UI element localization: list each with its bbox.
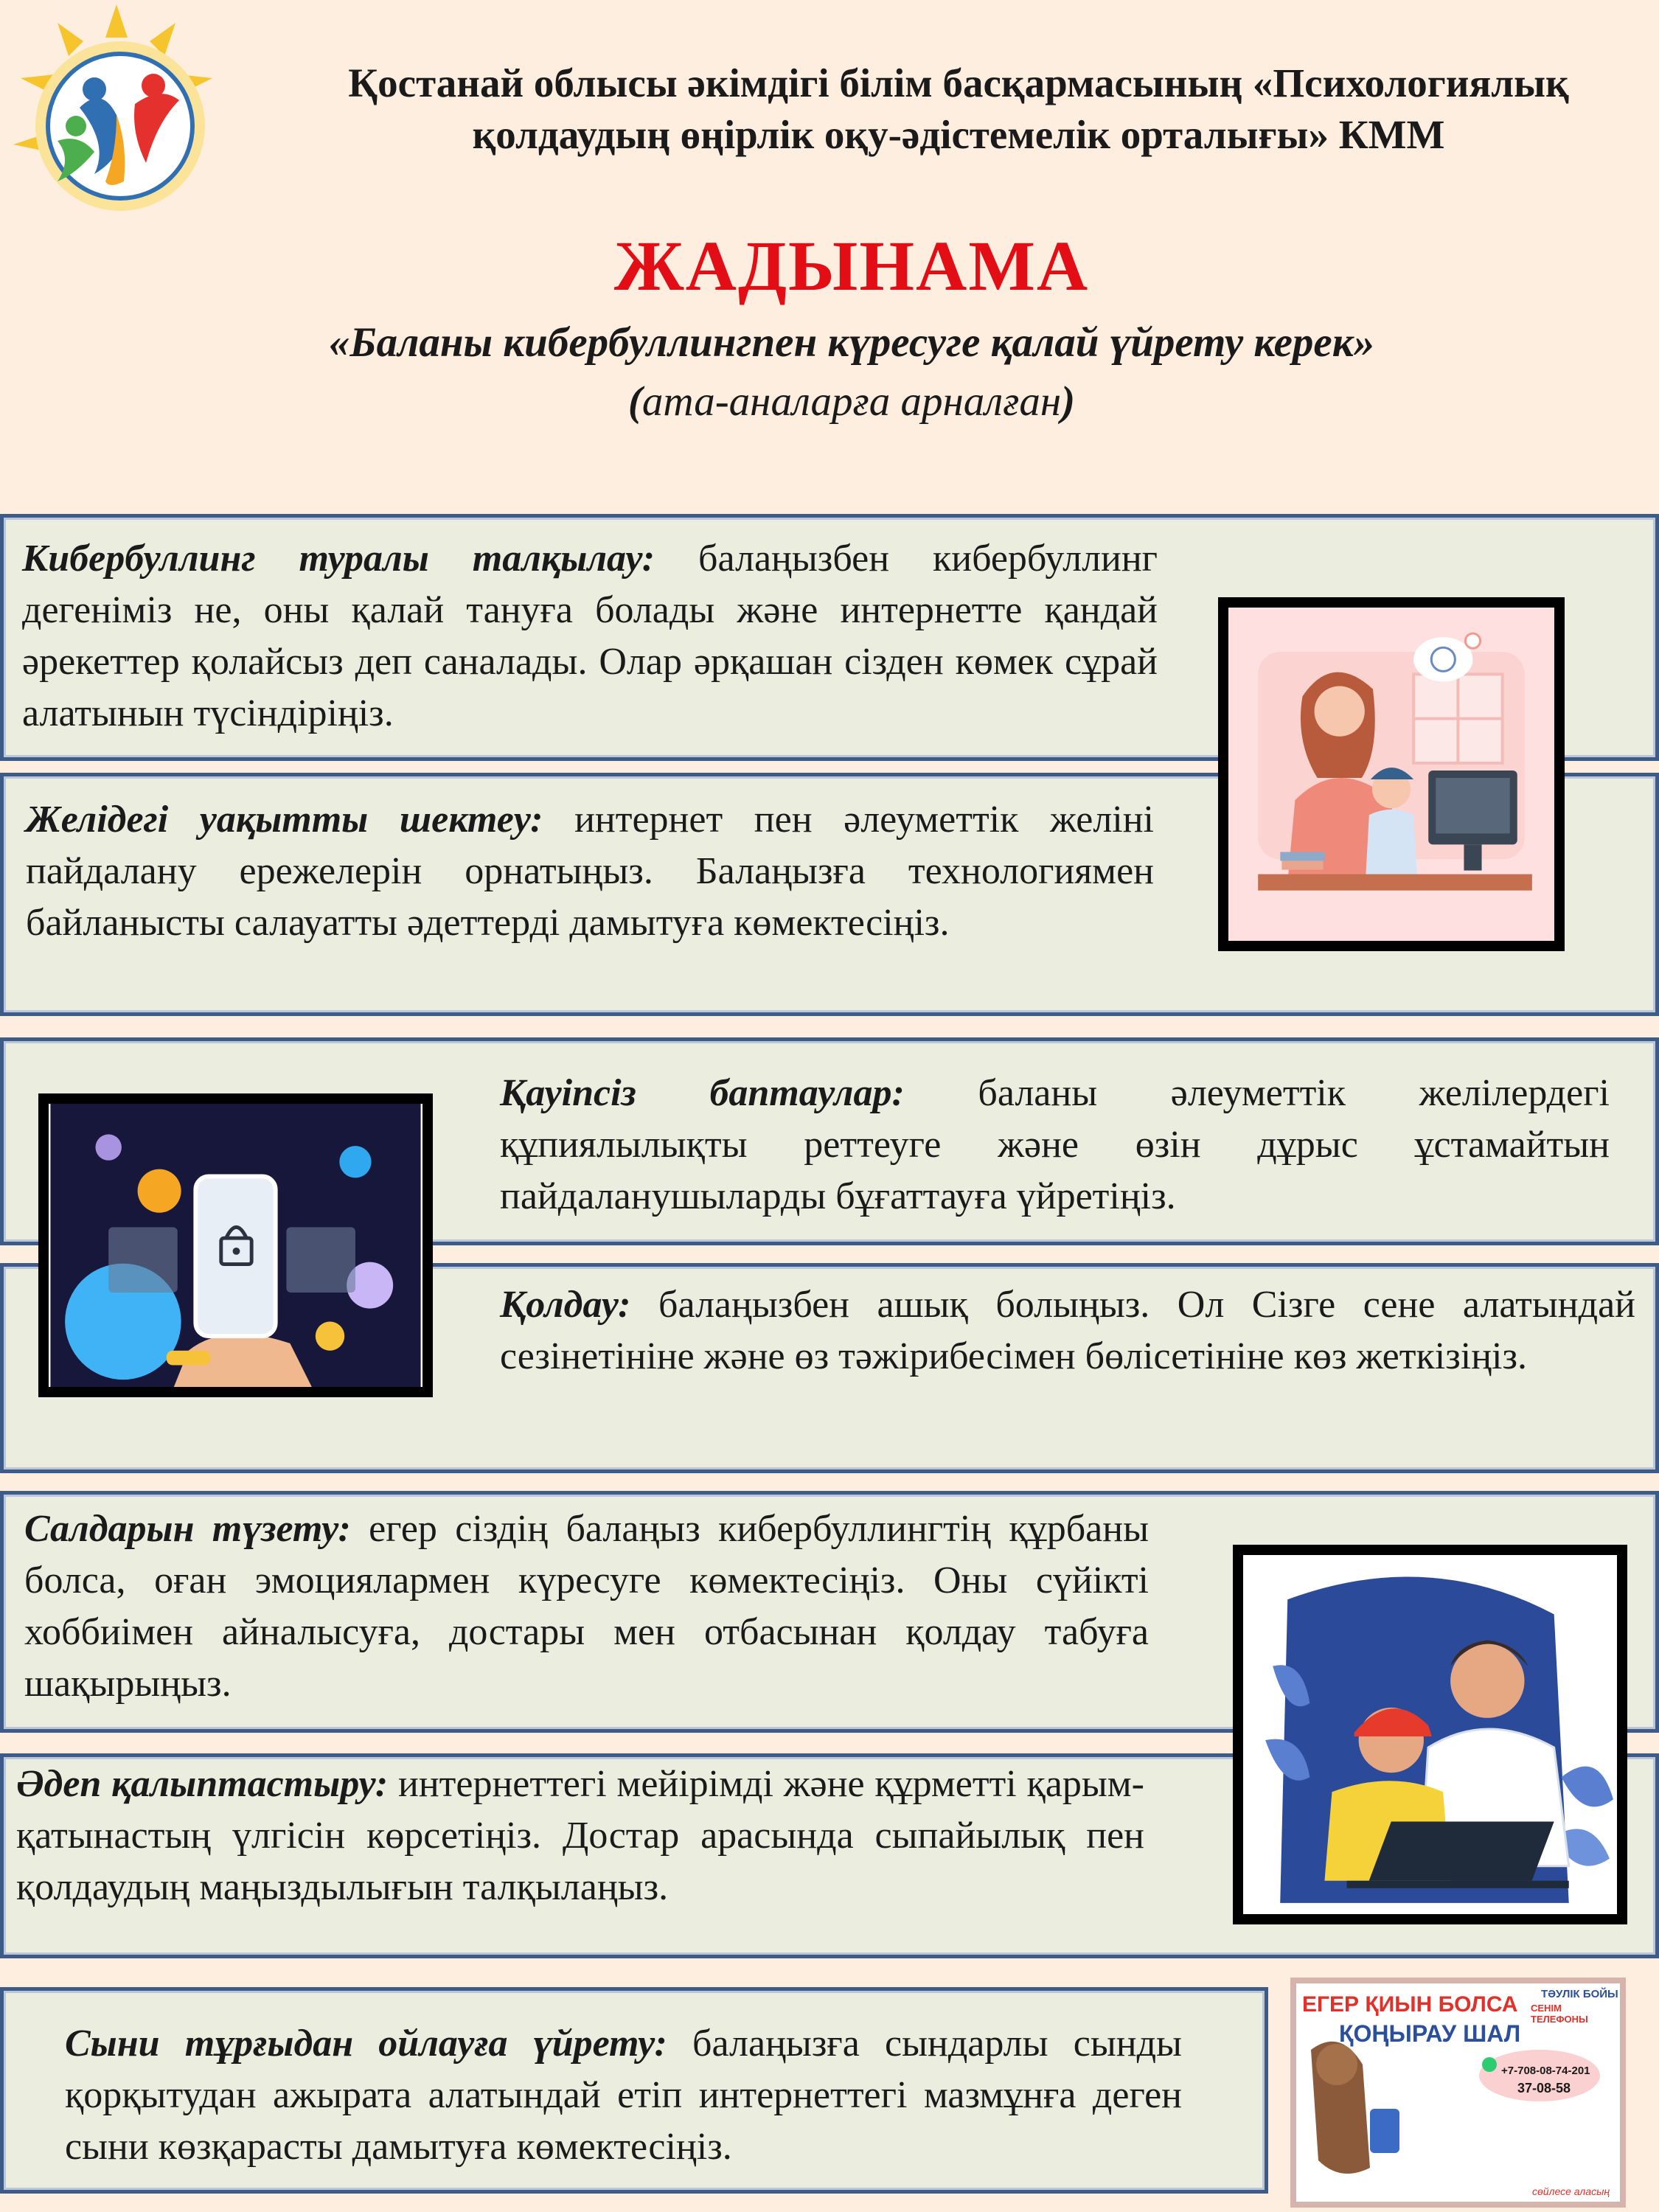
hotline-footer: сөйлесе аласың <box>1532 2185 1610 2197</box>
hotline-poster <box>1290 1978 1626 2208</box>
section-heading: Желідегі уақытты шектеу: <box>26 799 543 841</box>
section-body: балаңызбен ашық болыңыз. Ол Сізге сене алатындай сезінетініне және өз тәжірибесімен бөлісетініне көз жеткізіңіз. <box>500 1284 1635 1377</box>
section-text-7 <box>65 2018 1182 2173</box>
hotline-headline-1: ЕГЕР ҚИЫН БОЛСА <box>1302 1992 1518 2017</box>
section-heading: Қолдау: <box>500 1284 631 1326</box>
section-text-5 <box>24 1503 1149 1710</box>
organization-logo <box>6 4 227 226</box>
section-body: интернет пен әлеуметтік желіні пайдалану ережелерін орнатыңыз. Балаңызға технологиямен байланысты салауатты әдеттерді дамытуға көмектесіңіз. <box>26 799 1154 944</box>
hotline-side-title-1: ТӘУЛІК БОЙЫ <box>1541 1988 1618 2000</box>
audience-note <box>0 378 1659 425</box>
hotline-phone-1: +7-708-08-74-201 <box>1501 2065 1590 2077</box>
section-text-1 <box>22 533 1158 740</box>
section-text-3 <box>500 1068 1610 1222</box>
father-son-laptop-illustration <box>1233 1545 1627 1924</box>
section-body: балаңызбен кибербуллинг дегеніміз не, оны қалай тануға болады және интернетте қандай әрекеттер қолайсыз деп саналады. Олар әрқашан сізден көмек сұрай алатынын түсіндіріңіз. <box>22 538 1158 734</box>
phone-lock-security-illustration <box>38 1093 433 1397</box>
section-heading: Сыни тұрғыдан ойлауға үйрету: <box>65 2023 667 2065</box>
section-body: интернеттегі мейірімді және құрметті қарым-қатынастың үлгісін көрсетіңіз. Достар арасында сыпайылық пен қолдаудың маңыздылығын талқылаңыз. <box>16 1763 1144 1908</box>
audience-open-paren: ( <box>627 378 642 425</box>
section-text-4 <box>500 1279 1635 1382</box>
section-heading: Қауіпсіз баптаулар: <box>500 1072 905 1114</box>
hotline-phone-2: 37-08-58 <box>1517 2081 1571 2096</box>
section-text-2 <box>26 794 1154 949</box>
page-subtitle: «Баланы кибербуллингпен күресуге қалай үйрету керек» <box>328 319 1375 366</box>
section-body: егер сіздің балаңыз кибербуллингтің құрбаны болса, оған эмоциялармен күресуге көмектесіңіз. Оны сүйікті хоббиімен айналысуға, достары мен отбасынан қолдау табуға шақырыңыз. <box>24 1508 1150 1705</box>
section-text-6 <box>16 1759 1144 1913</box>
organization-name <box>280 58 1637 161</box>
mother-child-computer-illustration <box>1218 597 1565 951</box>
section-heading: Салдарын түзету: <box>24 1508 351 1550</box>
hotline-headline-2: ҚОҢЫРАУ ШАЛ <box>1339 2020 1521 2047</box>
section-body: баланы әлеуметтік желілердегі құпиялылықты реттеуге және өзін дұрыс ұстамайтын пайдаланушыларды бұғаттауға үйретіңіз. <box>500 1072 1610 1217</box>
hotline-side-title-2: СЕНІМ ТЕЛЕФОНЫ <box>1531 2003 1588 2025</box>
section-heading: Кибербуллинг туралы талқылау: <box>22 538 655 580</box>
audience-text: ата-аналарға арналған <box>641 378 1062 425</box>
section-heading: Әдеп қалыптастыру: <box>16 1763 389 1805</box>
organization-name-line2: қолдаудың өңірлік оқу-әдістемелік орталығы» КММ <box>472 112 1445 157</box>
organization-name-line1: Қостанай облысы әкімдігі білім басқармасының «Психологиялық <box>348 60 1569 105</box>
page-title: ЖАДЫНАМА <box>613 226 1090 305</box>
audience-close-paren: ) <box>1061 378 1076 425</box>
section-body: балаңызға сындарлы сынды қорқытудан ажырата алатындай етіп интернеттегі мазмұнға деген сыни көзқарасты дамытуға көмектесіңіз. <box>65 2023 1182 2168</box>
